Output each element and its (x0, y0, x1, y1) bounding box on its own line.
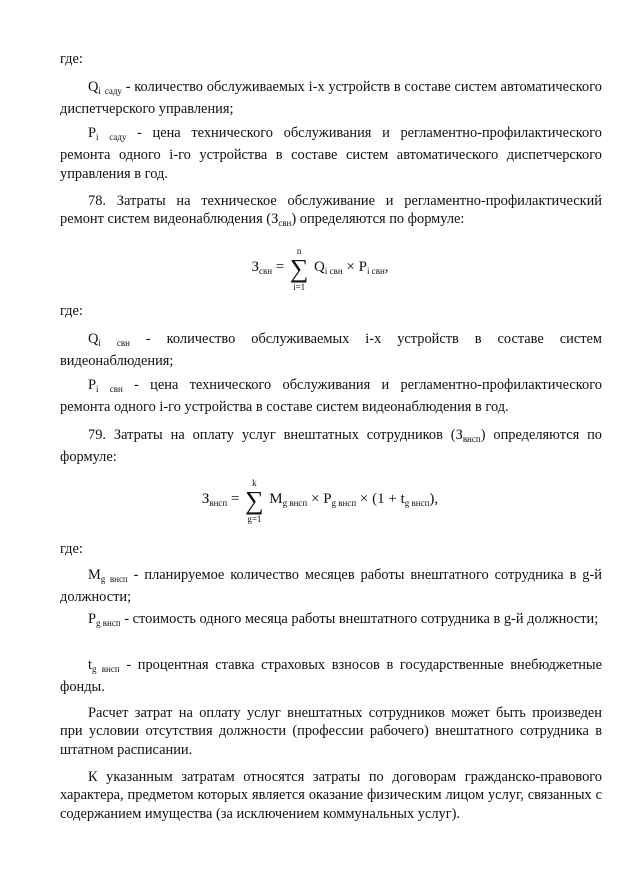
symbol-subscript: саду (104, 86, 122, 96)
sum-operator (245, 478, 264, 524)
symbol-subscript: свн (116, 338, 130, 348)
where-label-1: где: (60, 51, 83, 67)
symbol-index: i (96, 132, 99, 142)
clause-text-end: ) определяются по формуле: (291, 211, 465, 228)
formula-lhs-subscript: внсп (209, 497, 228, 508)
formula-tail: , (384, 258, 389, 275)
paragraph-calculation-condition: Расчет затрат на оплату услуг внештатных сотрудников может быть произведен при условии отсутствия должности (профессии рабочего) внештатного сотрудника в штатном расписании. (60, 705, 602, 758)
symbol: P (88, 377, 97, 393)
symbol: t (88, 657, 92, 673)
times-operator: × (342, 258, 359, 275)
sum-lower-limit: i=1 (293, 282, 306, 292)
definition-text: - планируемое количество месяцев работы внештатного сотрудника в g-й должности; (60, 567, 602, 606)
definition-m-vnsp (60, 566, 602, 607)
symbol: M (88, 567, 101, 583)
definition-text: - количество обслуживаемых i-х устройств в составе систем автоматического диспетчерского управления; (60, 79, 602, 118)
symbol-subscript: g внсп (100, 574, 128, 584)
formula-lhs: З (201, 490, 210, 507)
definition-text: - количество обслуживаемых i-х устройств в составе систем видеонаблюдения; (60, 331, 602, 370)
symbol: Q (88, 331, 99, 347)
symbol-subscript: g внсп (92, 664, 120, 674)
times-operator: × (307, 490, 324, 507)
term-3: t (400, 490, 405, 507)
clause-78 (60, 192, 602, 233)
definition-text: - стоимость одного месяца работы внештатного сотрудника в g-й должности; (120, 611, 599, 627)
sum-lower-limit: g=1 (247, 514, 262, 524)
formula-78 (0, 246, 640, 292)
clause-subscript: внсп (462, 434, 481, 444)
clause-text: 78. Затраты на техническое обслуживание и регламентно-профилактический ремонт систем видеонаблюдения (З (60, 193, 602, 228)
clause-subscript: свн (278, 218, 292, 229)
term-2-subscript: i свн (366, 265, 385, 276)
definition-text: - цена технического обслуживания и регламентно-профилактического ремонта одного i-го устройства в составе систем видеонаблюдения в год. (60, 377, 602, 416)
term-2: P (323, 490, 332, 507)
symbol-subscript: саду (109, 132, 127, 142)
sigma-icon: ∑ (289, 254, 309, 283)
term-2: P (358, 258, 367, 275)
definition-q-svn (60, 330, 602, 371)
definition-text: - цена технического обслуживания и регламентно-профилактического ремонта одного i-го устройства в составе систем автоматического диспетчерского управления в год. (60, 125, 602, 182)
formula-lhs-subscript: свн (258, 265, 273, 276)
term-1: Q (314, 258, 325, 275)
symbol-index: i (98, 338, 101, 348)
definition-p-vnsp (60, 610, 602, 632)
formula-79 (0, 478, 640, 524)
formula-tail: ), (429, 490, 439, 507)
formula-equals: = (227, 490, 240, 507)
clause-text-end: ) определяются по формуле: (60, 427, 602, 466)
term-2-subscript: g внсп (331, 497, 357, 508)
sum-upper-limit: n (296, 246, 302, 256)
symbol: P (88, 611, 97, 627)
clause-text: 79. Затраты на оплату услуг внештатных сотрудников (З (88, 427, 463, 443)
symbol: P (88, 125, 97, 141)
symbol-subscript: свн (109, 384, 123, 394)
definition-p-sadu (60, 124, 602, 183)
definition-text: - процентная ставка страховых взносов в государственные внебюджетные фонды. (60, 657, 602, 696)
sigma-icon: ∑ (245, 486, 264, 515)
definition-q-sadu (60, 78, 602, 119)
clause-79 (60, 426, 602, 467)
symbol: Q (88, 79, 99, 95)
definition-p-svn (60, 376, 602, 417)
where-label-2: где: (60, 303, 83, 319)
formula-equals: = (272, 258, 285, 275)
symbol-index: i (98, 86, 101, 96)
term-1-subscript: i свн (324, 265, 343, 276)
term-1: M (269, 490, 283, 507)
formula-lhs: З (251, 258, 259, 275)
sum-operator (290, 246, 309, 292)
term-1-subscript: g внсп (282, 497, 308, 508)
paragraph-civil-contracts: К указанным затратам относятся затраты по договорам гражданско-правового характера, предметом которых является оказание физическим лицом услуг, связанных с содержанием имущества (за исключением коммунальных услуг). (60, 769, 602, 822)
term-3-subscript: g внсп (404, 497, 430, 508)
where-label-3: где: (60, 541, 83, 557)
symbol-subscript: g внсп (96, 618, 121, 628)
sum-upper-limit: k (252, 478, 257, 488)
definition-t-vnsp (60, 656, 602, 697)
times-operator-2: × (1 + (356, 490, 401, 507)
symbol-index: i (96, 384, 99, 394)
